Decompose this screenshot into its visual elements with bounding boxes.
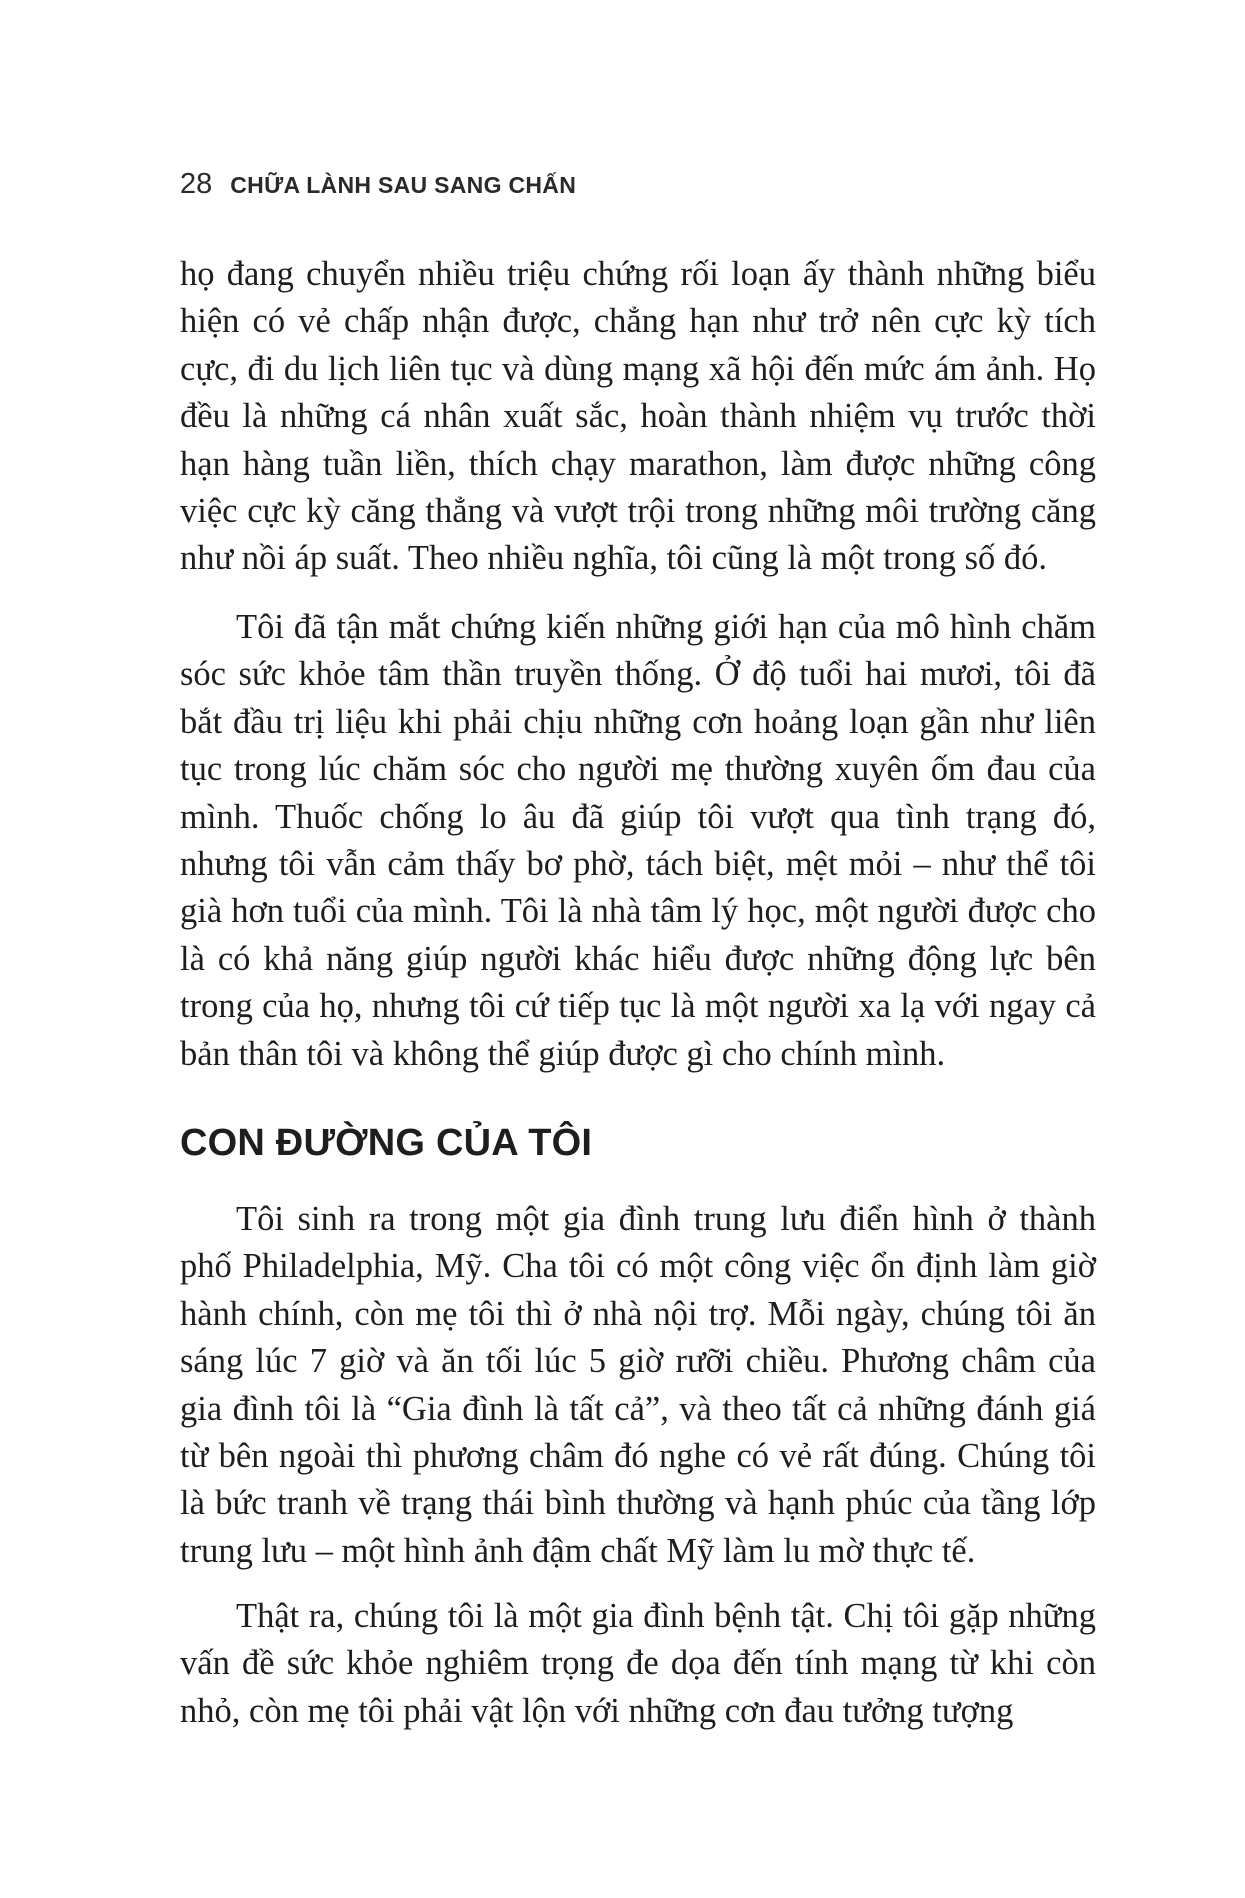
running-head (180, 168, 576, 201)
paragraph-4: Thật ra, chúng tôi là một gia đình bệnh tật. Chị tôi gặp những vấn đề sức khỏe nghiêm trọng đe dọa đến tính mạng từ khi còn nhỏ, còn mẹ tôi phải vật lộn với những cơn đau tưởng tượng (180, 1597, 1096, 1730)
paragraph-family-background (180, 1196, 1096, 1575)
paragraph-limits-of-care (180, 604, 1096, 1078)
paragraph-2: Tôi đã tận mắt chứng kiến những giới hạn của mô hình chăm sóc sức khỏe tâm thần truyền thống. Ở độ tuổi hai mươi, tôi đã bắt đầu trị liệu khi phải chịu những cơn hoảng loạn gần như liên tục trong lúc chăm sóc cho người mẹ thường xuyên ốm đau của mình. Thuốc chống lo âu đã giúp tôi vượt qua tình trạng đó, nhưng tôi vẫn cảm thấy bơ phờ, tách biệt, mệt mỏi – như thể tôi già hơn tuổi của mình. Tôi là nhà tâm lý học, một người được cho là có khả năng giúp người khác hiểu được những động lực bên trong của họ, nhưng tôi cứ tiếp tục là một người xa lạ với ngay cả bản thân tôi và không thể giúp được gì cho chính mình. (180, 608, 1096, 1073)
paragraph-family-illness (180, 1593, 1096, 1735)
section-heading: CON ĐƯỜNG CỦA TÔI (180, 1122, 593, 1164)
book-title: CHỮA LÀNH SAU SANG CHẤN (230, 172, 577, 198)
paragraph-3: Tôi sinh ra trong một gia đình trung lưu điển hình ở thành phố Philadelphia, Mỹ. Cha tôi có một công việc ổn định làm giờ hành chính, còn mẹ tôi thì ở nhà nội trợ. Mỗi ngày, chúng tôi ăn sáng lúc 7 giờ và ăn tối lúc 5 giờ rưỡi chiều. Phương châm của gia đình tôi là “Gia đình là tất cả”, và theo tất cả những đánh giá từ bên ngoài thì phương châm đó nghe có vẻ rất đúng. Chúng tôi là bức tranh về trạng thái bình thường và hạnh phúc của tầng lớp trung lưu – một hình ảnh đậm chất Mỹ làm lu mờ thực tế. (180, 1200, 1096, 1570)
paragraph-1: họ đang chuyển nhiều triệu chứng rối loạn ấy thành những biểu hiện có vẻ chấp nhận được, chẳng hạn như trở nên cực kỳ tích cực, đi du lịch liên tục và dùng mạng xã hội đến mức ám ảnh. Họ đều là những cá nhân xuất sắc, hoàn thành nhiệm vụ trước thời hạn hàng tuần liền, thích chạy marathon, làm được những công việc cực kỳ căng thẳng và vượt trội trong những môi trường căng như nồi áp suất. Theo nhiều nghĩa, tôi cũng là một trong số đó. (180, 255, 1096, 578)
paragraph-continuation (180, 251, 1096, 583)
page-number: 28 (180, 168, 213, 200)
